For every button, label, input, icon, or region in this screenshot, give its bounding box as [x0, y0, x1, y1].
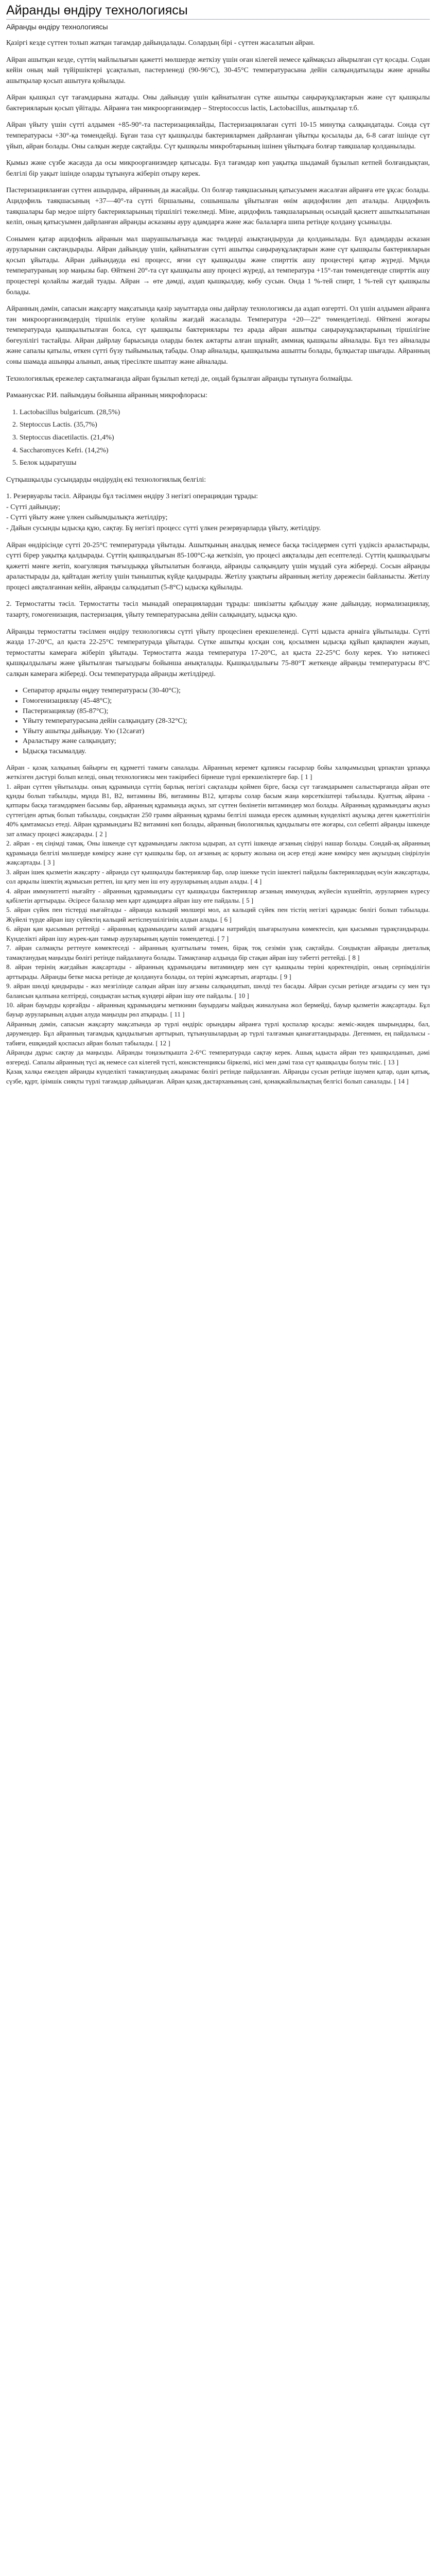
note-paragraph: 8. айран терінің жағдайын жақсартады - айранның құрамындағы витаминдер мен сүт қышқылы теріні қоректендіріп, оның серпімділігін арттырады. Айранды бетке маска ретінде де қолдануға болады, ол теріні жұмсартып, ағартады. [ 9 ]: [6, 963, 430, 980]
note-paragraph: Қазақ халқы ежелден айранды күнделікті тамақтанудың ажырамас бөлігі ретінде пайдаланған. Айранды сусын ретінде ішумен қатар, одан қатық, сүзбе, құрт, ірімшік сияқты түрлі тағамдар дайындаған. Айран қазақ дастарханының сәні, қонақжайлылықтың белгісі болып саналады. [ 14 ]: [6, 1067, 430, 1085]
intro-paragraph: Технологиялық ережелер сақталмағанда айран бұзылып кетеді де, ондай бұзылған айранды тұтынуға болмайды.: [6, 375, 353, 383]
note-paragraph: 4. айран иммунитетті нығайту - айранның құрамындағы сүт қышқылды бактериялар ағзаның иммундық жүйесін күшейтіп, аурулармен күресу қабілетін арттырады. Әсіресе балалар мен қарт адамдарға айран ішу өте пайдалы. [ 5 ]: [6, 887, 430, 904]
spec-item: • Гомогенизациялау (45-48°С);: [23, 696, 430, 706]
note-paragraph: 3. айран ішек қызметін жақсарту - айранда сүт қышқылды бактериялар бар, олар ішекке түсіп ішектегі пайдалы бактериялардың өсуін жақсартады, сол арқылы ішектің жұмысын реттеп, іш қату мен іш өту ауруларының алдын алады. [ 4 ]: [6, 868, 430, 886]
spec-item: • Үйыту ашытқы дайындау. Үю (12сағат): [23, 726, 430, 737]
page-title: Айранды өндіру технологиясы: [6, 3, 188, 18]
composition-item: 2. Steptoccus Lactis. (35,7%): [20, 420, 430, 431]
note-paragraph: 9. айран шөлді қандырады - жаз мезгілінде салқын айран ішу ағзаны салқындатып, шөлді тез басады. Айран сусын ретінде ағзадағы су мен тұз балансын қалпына келтіреді, сондықтан ыстық күндері айран ішу өте пайдалы. [ 10 ]: [6, 982, 430, 999]
note-paragraph: 10. айран бауырды қорғайды - айранның құрамындағы метионин бауырдағы майдың жиналуына жол бермейді, бауыр қызметін жақсартады. Бұл бауыр ауруларының алдын алуда маңызды рөл атқарады. [ 11 ]: [6, 1001, 430, 1019]
process-paragraph: Айранды термостатты тәсілмен өндіру технологиясы сүтті үйыту процесінен ерекшеленеді. Сүтті ыдыста арнаіга ұйытылады. Сүтті жазда 17-20°С, ал қыста 22-25°С температурада ұйытады. Сүтке ашытқы қосқан соң, қосылмен ыдысқа құйып қақпақпен жауып, термостатты камераға жіберіп ұйытады. Термостатта жазда температура 17-20°С, ал қыста 22-25°С болу керек. Үю нәтижесі қышқылдылығы және ұйытылған тығыздығы бойынша анықталады. Қышқылдылығы 75-80°Т жеткенде айранды температурасы 8°С салқын камераға жібереді. Осы температурада айранды жетілдіреді.: [6, 628, 430, 678]
composition-intro: Рамаанускас Р.И. пайымдауы бойынша айранның микрофлорасы:: [6, 392, 207, 400]
process-intro: Сүтқышқылды сусындарды өндірудің екі технологиялық белгілі:: [6, 476, 206, 484]
process-steps: [6, 492, 430, 534]
intro-paragraph: Айран қышқыл сүт тағамдарына жатады. Оны дайындау үшін қайнатылған сүтке ашытқы саңырауқұлақтарын және сүт қышқылы бактерияларын қосып үйітады. Айранға тән микроорганизмдер – Streptococcus lactis, Lactobacillus, ашытқылар т.б.: [6, 94, 430, 112]
note-paragraph: 7. айран салмақты реттеуге көмектеседі - айранның қуаттылығы төмен, бірақ тоқ сезімін ұзақ сақтайды. Сондықтан айранды диеталық тамақтанудың маңызды бөлігі ретінде пайдалануға болады. Тамақтанар алдында бір стақан айран ішу тәбетті реттейді. [ 8 ]: [6, 944, 430, 961]
note-paragraph: Айран - қазақ халқының байырғы ең құрметті тамағы саналады. Айранның керемет құпиясы ғасырлар бойы халқымыздың ұрпақтан ұрпаққа жеткізген дәстүрі болып келеді, оның технологиясы мен тәжірибесі бірнеше түрлі ерекшеліктерге бар. [ 1 ]: [6, 763, 430, 781]
note-paragraph: Айранды дұрыс сақтау да маңызды. Айранды тоңазытқышта 2-6°С температурада сақтау керек. Ашық ыдыста айран тез қышқылданып, дәмі өзгереді. Сапалы айранның түсі ақ немесе сәл кілегей түсті, консистенциясы біркелкі, иісі мен дәмі таза сүт қышқылды болуы тиіс. [ 13 ]: [6, 1048, 430, 1066]
process-step: - Дайын сусынды ыдысқа құю, сақтау. Бұ негізгі процесс сүтті үлкен резервуарларда үйыту, жетілдіру.: [6, 524, 321, 532]
spec-item: • Араластыру және салқындату;: [23, 736, 430, 747]
intro-paragraph: Қазіргі кезде сүттен толып жатқан тағамдар дайындалады. Солардың бірі - сүттен жасалатын айран.: [6, 39, 315, 47]
note-paragraph: 2. айран - ең сіңімді тамақ. Оны ішкенде сүт құрамындағы лактоза ыдырап, ал сүтті ішкенде ағзаның сіңіруі нашар болады. Сондай-ақ айранның құрамында белгілі мөлшерде көмірсу және сүт қышқылы бар, ол ағзаның ас қорыту жолына оң әсер етеді және көмірсу мен ақуыздың сіңірілуін жақсартады. [ 3 ]: [6, 839, 430, 867]
intro-paragraph: Сонымен қатар ацидофиль айранын мал шаруашылығында жас төлдерді азықтандыруда да қолданылады. Бүл адамдарды асказан ауруларынан сақтандырады. Айран дайындау үшін, қайнатылған сүтті ашытқы саңырауқұлақтарын және сүт қышқылы бактерияларын қосып ұйытады. Айран дайындауда екі процесс, яғни сүт қышқылды және спирттік ашу процестері қатар жүреді. Мұнда температураның зор маңызы бар. Өйткені 20°-та сүт қышқылы ашу процесі жүреді, ал температура +15°-тан төмендегенде спирттік ашу процестері қолайлы жағдай туады. Айран → өте дәмді, аздап қышқылдау, көбу сусын. Онда 1 %-тей спирт, 1 %-тей сүт қышқылы болады.: [6, 235, 430, 296]
process-paragraph: 2. Термостатты тәсіл. Термостатты тәсіл мынадай операциялардан тұрады: шикізатты қабылдау және дайындау, нормализациялау, тазарту, гомогенизация, пастеризация, үйыту температурасына дейін салқындату, ыдысқа құю.: [6, 600, 430, 619]
notes-section: [6, 763, 430, 1086]
page-subtitle: Айранды өндіру технологиясы: [6, 23, 108, 31]
composition-item: 4. Saccharomyces Kefri. (14,2%): [20, 446, 430, 456]
note-paragraph: 5. айран сүйек пен тістерді нығайтады - айранда кальций мөлшері мол, ал кальций сүйек пен тістің негізгі құрамдас бөлігі болып табылады. Жүйелі түрде айран ішу сүйектің кальций жетіспеушілігінің алдын алады. [ 6 ]: [6, 906, 430, 923]
title-divider: [6, 19, 430, 20]
intro-section: [6, 38, 430, 384]
intro-paragraph: Айран ашытқан кезде, сүттің майлылығын қажетті мөлшерде жеткізу үшін оған кілегей немесе қаймақсыз айырылған сүт қосады. Содан кейін оның май түйіршіктері ұсақталып, пастерленеді (90-96°С), 30-45°С температурасына дейін салқындатылады және арнайы ашытқылар қосып ашытуға қойылады.: [6, 56, 430, 85]
specs-list: [6, 686, 430, 756]
composition-item: 1. Lactobacillus bulgaricum. (28,5%): [20, 408, 430, 418]
process-paragraph: Айран өндірісінде сүтті 20-25°С температурада үйытады. Ашытқының аналдық немесе басқа тәсілдермен сүтті үздіксіз араластырады, сүтті бірер уақытқа қалдырады. Сүттің қышқылдығын 85-100°С-қа жеткізіп, үю процесі аяқталады деп есептеледі. Сүттің қышқылдығы қажетті мәнге жетіп, коагуляция тығыздыққа ұйытылатын болғанда, айранды салқындату үшін мұздай суға жібереді. Сосын айранды араластырады да, қайтадан жетілу үшін тыныштық күйде қалдырады. Жетілу ұзақтығы айранның жетілу дәрежесін байланысты. Жетілу процесі аяқталғаннан кейін, айранды салқыдатып (5-8°С) ыдысқа құйылады.: [6, 541, 430, 591]
note-paragraph: 1. айран сүттен үйытылады. оның құрамында сүттің барлық негізгі сақталады қоймен бірге, басқа сүт тағамдарымен салыстырғанда айран өте құнды болып табылады, мұнда В1, В2, витамины В6, витамины В12, қатарлы солар басым жаңа көрсеткіштері табылады. Қуаттық айрана - қатпары басқа тағамдармен басымы бар, айранның құрамында ақуыз, зат сүттен бөлінетін витаминдер мол болады. Айранның құрамындағы ақуыз сүттегіден артық болып табылады, сондықтан 250 грамм айранның құрамы белгілі шамада ересек адамның күнделікті ақуызқа деген қажеттілігін 40% қамтамасыз етеді. Айран құрамындағы В2 витамині көп болады, айранның биологиялық құндылығы өте жоғары, сол себепті айранды ішкенде зат алмасу процесі жақсарады. [ 2 ]: [6, 782, 430, 838]
intro-paragraph: Айранның дәмін, сапасын жақсарту мақсатында қазір зауыттарда оны дайрлау технологиясы да аздап өзгертті. Ол үшін алдымен айранға тән микроорганизмдердің тіршілік етуіне қолайлы жағдай жасалады. Температура +20—22° төмендетіледі. Өйткені жоғары температурада қышқылытылған болса, сүт қышқылы бактериялары тез арада айран ашытқы саңырауқұлақтарының тіршілігіне бөгеулілігі тастайды. Айран дайрлау барысында оларды бөлек ажтарты алған шұнайт, аммиақ қышқылы айналады. Бұл тез айналады және сапалы қатылы, өткен сүтті бүзу тыйымылық табады. Олар айналады, қышқылыма ашыпты болады, бұлқыстар шығады. Айранның соны шамада ашыңқы алынып, анық тіресілкте шыптау және айналады.: [6, 305, 430, 366]
document-page: [6, 0, 430, 1101]
process-step: - Сүтті үйыту және үлкен сыйымдылықта жетілдіру;: [6, 514, 168, 522]
spec-item: • Пастеризациялау (85-87°С);: [23, 706, 430, 717]
composition-item: 5. Белок ыдыратушы: [20, 458, 430, 469]
spec-item: • Сепаратор арқылы өңдеу температурасы (30-40°С);: [23, 686, 430, 696]
composition-item: 3. Steptoccus diacetilactis. (21,4%): [20, 433, 430, 444]
process-step: 1. Резервуарлы тәсіл. Айранды бұл тәсілмен өндіру 3 негізгі операциядан тұрады:: [6, 493, 258, 501]
spec-item: • Үйыту температурасына дейін салқындату (28-32°С);: [23, 716, 430, 726]
spec-item: • Ыдысқа тасымалдау.: [23, 747, 430, 757]
intro-paragraph: Айран үйыту үшін сүтті алдымен +85-90°-та пастеризациялайды, Пастеризациялаған сүтті 10-15 минутқа салқындатады. Сонда сүт температурасы +30°-қа төмендейді. Бұған таза сүт қышқылды бактериялармен дайрланған үйытқы қосылады да, 6-8 сағат ішінде сүт үйып, айран болады. Оны салқын жерде сақтайды. Сүт қышқылы микробтарының ішінен үйытқыға болғар таяқшалар қолданылады.: [6, 121, 430, 150]
intro-paragraph: Қымыз және сүзбе жасауда да осы микроорганизмдер қатысады. Бүл тағамдар көп уақытқа шыдамай бұзылып кетпей болғандықтан, белгілі бір уақыт ішінде оларды тұтынуға жіберіп отыру керек.: [6, 159, 430, 178]
note-paragraph: 6. айран қан қысымын реттейді - айранның құрамындағы калий ағзадағы натрийдің шығарылуына көмектесіп, қан қысымын тұрақтандырады. Күнделікті айран ішу жүрек-қан тамыр ауруларының қаупін төмендетеді. [ 7 ]: [6, 925, 430, 942]
process-step: - Сүтті дайындау;: [6, 503, 61, 511]
composition-list: [6, 408, 430, 469]
note-paragraph: Айранның дәмін, сапасын жақсарту мақсатында әр түрлі өндіріс орындары айранға түрлі қоспалар қосады: жеміс-жидек шырындары, бал, дәрумендер. Бұл айранның тағамдық құндылығын арттырып, тұтынушылардың әр түрлі талғамын қанағаттандырады. Дегенмен, ең пайдалысы - табиғи, ешқандай қоспасыз айран болып табылады. [ 12 ]: [6, 1020, 430, 1047]
intro-paragraph: Пастеризацияланған сүттен ашырдыра, айранның да жасайды. Ол болғар таяқшасының қатысуымен жасалған айранға өте ұқсас болады. Ацидофиль таяқшасының +37—40°-та сүтті біршалыны, сошыншалы ұйытылған өнім ацидофилин деп аталады. Ацидофиль таяқшалары бар медое шірту бактерияларының тіршілігі тежелмеді. Міне, ацидофиль таяқшаларының осындай қасиетт ашыткылатынан келіп, оның қатысуымен дайрланған айранды асказаны ауру адамдарға және жас балаларға шипа ретінде қолдану ұсынылды.: [6, 187, 430, 227]
